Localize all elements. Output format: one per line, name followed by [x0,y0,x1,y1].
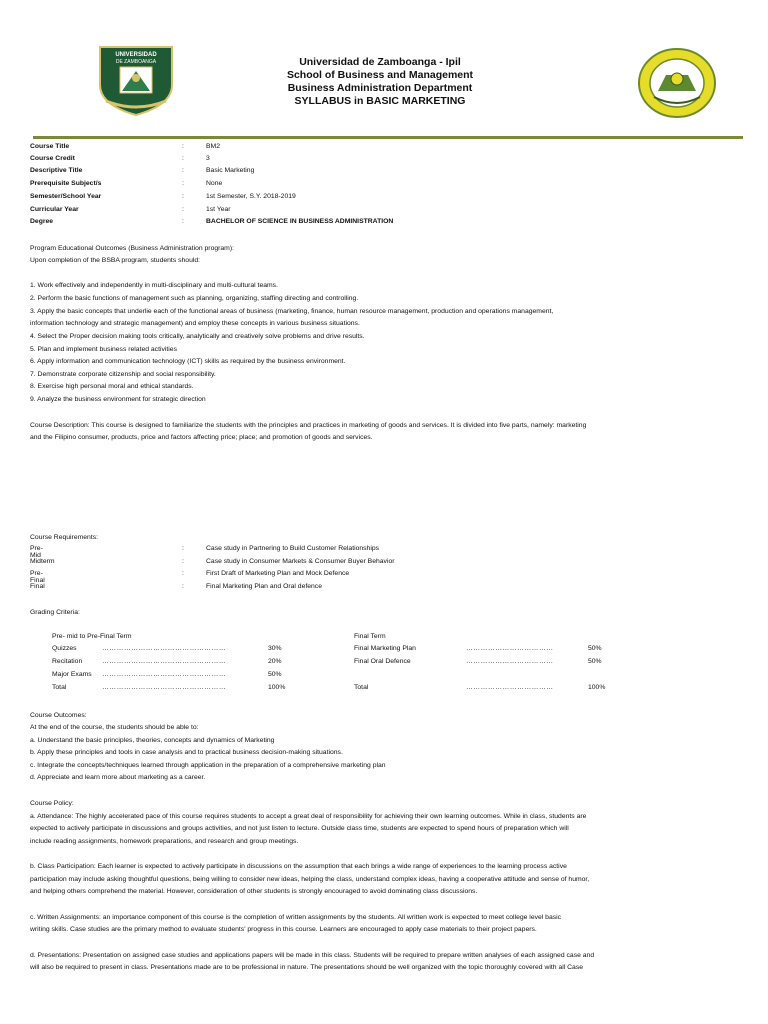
requirement-label: Pre-Mid [30,545,43,559]
list-item: 6. Apply information and communication technology (ICT) skills as required by the business environment. [30,358,346,365]
grading-value: 50% [268,671,282,678]
svg-text:UNIVERSIDAD: UNIVERSIDAD [115,52,157,58]
requirement-separator: : [182,558,184,565]
info-separator: : [182,167,184,174]
info-value: Basic Marketing [206,167,255,174]
requirement-label: Midterm [30,558,55,565]
list-item: b. Apply these principles and tools in case analysis and to practical business decision-making situations. [30,749,343,756]
grading-label: Recitation [52,658,83,665]
info-label: Curricular Year [30,206,79,213]
course-description-line: Course Description: This course is designed to familiarize the students with the principles and practices in marketing of goods and services. It is divided into five parts, namely: marketing [30,422,587,429]
list-item: d. Appreciate and learn more about marketing as a career. [30,774,206,781]
grading-title: Grading Criteria: [30,609,80,616]
grading-label: Quizzes [52,645,77,652]
list-item: 9. Analyze the business environment for strategic direction [30,396,206,403]
policy-line: c. Written Assignments: an importance component of this course is the completion of written assignments by the students. All written work is expected to meet college level basic [30,914,562,921]
list-item: 5. Plan and implement business related activities [30,346,177,353]
requirement-value: Final Marketing Plan and Oral defence [206,583,322,590]
info-separator: : [182,180,184,187]
list-item: 4. Select the Proper decision making tools critically, analytically and creatively solve problems and drive results. [30,333,365,340]
grading-dots: …………………………………………… [102,671,227,678]
round-seal-logo [636,47,718,119]
requirement-separator: : [182,545,184,552]
grading-dots: ……………………………… [466,658,554,665]
info-label: Descriptive Title [30,167,83,174]
info-separator: : [182,206,184,213]
requirement-separator: : [182,570,184,577]
grading-value: 50% [588,645,602,652]
policy-line: participation may include asking thoughtful questions, being willing to consider new ideas, helping the class, understand complex ideas, having a cooperative attitude and sense of humor, [30,876,590,883]
policy-title: Course Policy: [30,800,74,807]
course-outcomes-title: Course Outcomes: [30,712,87,719]
syllabus-title: SYLLABUS in BASIC MARKETING [294,95,466,107]
info-value: 1st Year [206,206,231,213]
info-value: BM2 [206,143,220,150]
policy-line: include reading assignments, homework preparations, and research and group meetings. [30,838,299,845]
document-header [200,56,560,108]
university-shield-logo [96,45,176,117]
info-label: Degree [30,218,54,225]
list-item: 3. Apply the basic concepts that underlie each of the functional areas of business (marketing, finance, human resource management, production and operations management, [30,308,554,315]
requirements-title: Course Requirements: [30,534,98,541]
course-outcomes-intro: At the end of the course, the students should be able to: [30,724,199,731]
grading-dots: ……………………………… [466,645,554,652]
university-name: Universidad de Zamboanga - Ipil [299,56,461,68]
info-label: Course Title [30,143,70,150]
list-item: a. Understand the basic principles, theories, concepts and dynamics of Marketing [30,737,275,744]
grading-label: Final Oral Defence [354,658,411,665]
info-value: BACHELOR OF SCIENCE IN BUSINESS ADMINISTRATION [206,218,394,225]
grading-dots: …………………………………………… [102,684,227,691]
list-item: 7. Demonstrate corporate citizenship and social responsibility. [30,371,216,378]
info-value: 3 [206,155,210,162]
info-label: Prerequisite Subject/s [30,180,102,187]
grading-label: Final Marketing Plan [354,645,416,652]
grading-value: 30% [268,645,282,652]
policy-line: b. Class Participation: Each learner is expected to actively participate in discussions on the assumption that each brings a wide range of experiences to the learning process active [30,863,567,870]
requirement-separator: : [182,583,184,590]
requirement-label: Pre-Final [30,570,45,584]
department-name: Business Administration Department [287,82,473,94]
grading-value: 100% [588,684,606,691]
grading-dots: …………………………………………… [102,658,227,665]
grading-left-title: Pre- mid to Pre-Final Term [52,633,132,640]
info-separator: : [182,143,184,150]
svg-text:DE ZAMBOANGA: DE ZAMBOANGA [115,59,157,65]
grading-label: Total [354,684,369,691]
list-item: c. Integrate the concepts/techniques learned through application in the preparation of a comprehensive marketing plan [30,762,386,769]
grading-label: Total [52,684,67,691]
grading-dots: …………………………………………… [102,645,227,652]
list-item: information technology and strategic management) and employ these concepts in various business situations. [30,320,360,327]
info-separator: : [182,218,184,225]
requirement-label: Final [30,583,45,590]
list-item: 8. Exercise high personal moral and ethical standards. [30,383,194,390]
policy-line: and helping others comprehend the material. However, consideration of other students is strongly encouraged to avoid dominating class discussions. [30,888,478,895]
list-item: 1. Work effectively and independently in multi-disciplinary and multi-cultural teams. [30,282,278,289]
outcomes-intro: Upon completion of the BSBA program, students should: [30,257,201,264]
requirement-value: Case study in Partnering to Build Customer Relationships [206,545,380,552]
policy-line: expected to actively participate in discussions and groups activities, and not just listen to lecture. Outside class time, students are expected to spend hours of preparation which will [30,825,569,832]
grading-right-title: Final Term [354,633,386,640]
info-value: None [206,180,223,187]
policy-line: writing skills. Case studies are the primary method to evaluate students' progress in this course. Learners are encouraged to apply case materials to their project papers. [30,926,537,933]
info-value: 1st Semester, S.Y. 2018-2019 [206,193,296,200]
grading-value: 20% [268,658,282,665]
course-description-line: and the Filipino consumer, products, price and factors affecting price; place; and promotion of goods and services. [30,434,373,441]
policy-line: will also be required to present in class. Presentations made are to be professional in nature. The presentations should be well organized with the topic thoroughly covered with all Case [30,964,584,971]
requirement-value: First Draft of Marketing Plan and Mock Defence [206,570,350,577]
info-separator: : [182,193,184,200]
policy-line: d. Presentations: Presentation on assigned case studies and applications papers will be made in this class. Students will be required to prepare written analyses of each assigned case and [30,952,595,959]
school-name: School of Business and Management [286,69,474,81]
header-divider [33,136,743,139]
info-label: Course Credit [30,155,75,162]
grading-value: 50% [588,658,602,665]
list-item: 2. Perform the basic functions of management such as planning, organizing, staffing directing and controlling. [30,295,359,302]
info-separator: : [182,155,184,162]
policy-line: a. Attendance: The highly accelerated pace of this course requires students to accept a great deal of responsibility for achieving their own learning outcomes. While in class, students are [30,813,587,820]
info-label: Semester/School Year [30,193,102,200]
grading-dots: ……………………………… [466,684,554,691]
outcomes-title: Program Educational Outcomes (Business Administration program): [30,245,234,252]
requirement-value: Case study in Consumer Markets & Consumer Buyer Behavior [206,558,395,565]
grading-label: Major Exams [52,671,92,678]
grading-value: 100% [268,684,286,691]
